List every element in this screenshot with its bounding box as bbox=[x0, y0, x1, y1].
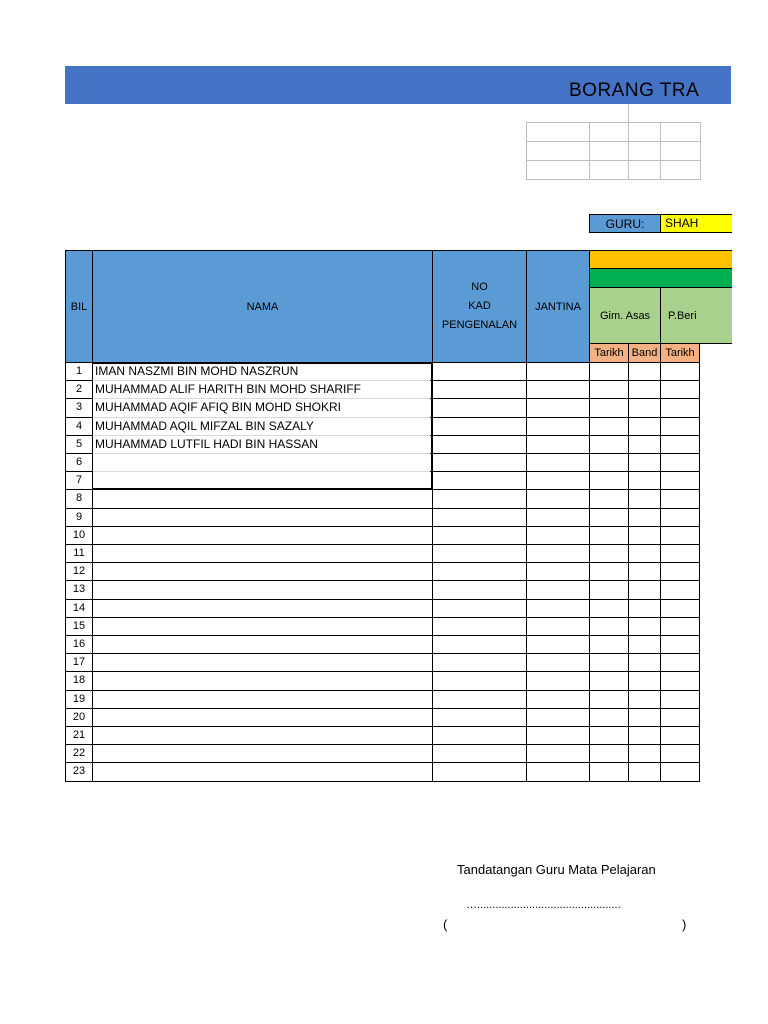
info-cell[interactable] bbox=[660, 141, 701, 161]
no-kad-cell[interactable] bbox=[432, 398, 527, 418]
tarikh2-cell[interactable] bbox=[660, 562, 700, 581]
band-cell[interactable] bbox=[628, 744, 661, 763]
row-number: 22 bbox=[72, 747, 86, 759]
nama-cell[interactable] bbox=[92, 508, 433, 527]
signature-dots: …............................................... bbox=[466, 899, 621, 911]
tarikh-cell[interactable] bbox=[589, 762, 629, 782]
nama-cell[interactable] bbox=[92, 726, 433, 745]
title-bar bbox=[65, 66, 731, 104]
band-cell[interactable] bbox=[628, 617, 661, 636]
nama-cell[interactable] bbox=[92, 544, 433, 563]
nama-cell[interactable] bbox=[92, 635, 433, 654]
info-grid bbox=[526, 122, 700, 179]
band-cell[interactable] bbox=[628, 417, 661, 436]
info-cell[interactable] bbox=[526, 160, 590, 180]
no-kad-cell[interactable] bbox=[432, 362, 527, 381]
band-cell[interactable] bbox=[628, 762, 661, 782]
jantina-cell[interactable] bbox=[526, 635, 590, 654]
name-row-separator bbox=[93, 398, 430, 399]
no-kad-cell[interactable] bbox=[432, 617, 527, 636]
nama-cell[interactable] bbox=[92, 617, 433, 636]
tarikh-cell[interactable] bbox=[589, 653, 629, 672]
no-kad-cell[interactable] bbox=[432, 544, 527, 563]
guru-value-text: SHAH bbox=[665, 216, 699, 230]
jantina-cell[interactable] bbox=[526, 362, 590, 381]
header-orange-strip bbox=[589, 250, 732, 269]
tarikh-cell[interactable] bbox=[589, 617, 629, 636]
band-cell[interactable] bbox=[628, 562, 661, 581]
page-title: BORANG TRA bbox=[569, 80, 700, 101]
signature-close-paren: ) bbox=[682, 917, 687, 932]
band-cell[interactable] bbox=[628, 362, 661, 381]
row-number: 21 bbox=[72, 729, 86, 741]
band-cell[interactable] bbox=[628, 635, 661, 654]
row-number: 11 bbox=[73, 547, 85, 559]
tarikh2-cell[interactable] bbox=[660, 489, 700, 509]
nama-cell[interactable] bbox=[92, 653, 433, 672]
jantina-cell[interactable] bbox=[526, 762, 590, 782]
row-number: 3 bbox=[75, 401, 83, 413]
row-number: 20 bbox=[72, 711, 86, 723]
nama-cell[interactable] bbox=[92, 471, 433, 490]
tarikh2-cell[interactable] bbox=[660, 762, 700, 782]
name-row-separator bbox=[93, 417, 430, 418]
tarikh-cell[interactable] bbox=[589, 508, 629, 527]
jantina-cell[interactable] bbox=[526, 435, 590, 454]
info-cell[interactable] bbox=[526, 122, 590, 142]
row-number: 8 bbox=[75, 492, 83, 504]
jantina-cell[interactable] bbox=[526, 580, 590, 600]
header-kad: KAD bbox=[468, 300, 491, 312]
tarikh2-cell[interactable] bbox=[660, 380, 700, 399]
header-gim-asas-text: Gim. Asas bbox=[599, 309, 651, 322]
band-cell[interactable] bbox=[628, 690, 661, 709]
student-name: IMAN NASZMI BIN MOHD NASZRUN bbox=[95, 364, 299, 378]
tarikh2-cell[interactable] bbox=[660, 435, 700, 454]
nama-cell[interactable] bbox=[92, 690, 433, 709]
header-gim-asas bbox=[589, 287, 661, 344]
no-kad-cell[interactable] bbox=[432, 708, 527, 727]
header-no-kad bbox=[432, 250, 527, 363]
no-kad-cell[interactable] bbox=[432, 653, 527, 672]
header-p-beri-text: P.Beri bbox=[668, 309, 697, 322]
tarikh2-cell[interactable] bbox=[660, 471, 700, 490]
no-kad-cell[interactable] bbox=[432, 562, 527, 581]
nama-cell[interactable] bbox=[92, 580, 433, 600]
no-kad-cell[interactable] bbox=[432, 744, 527, 763]
tarikh2-cell[interactable] bbox=[660, 635, 700, 654]
guru-label: GURU: bbox=[589, 214, 661, 233]
tarikh-cell[interactable] bbox=[589, 744, 629, 763]
row-number: 5 bbox=[75, 438, 83, 450]
tarikh2-cell[interactable] bbox=[660, 417, 700, 436]
tarikh-cell[interactable] bbox=[589, 471, 629, 490]
tarikh-cell[interactable] bbox=[589, 526, 629, 545]
name-row-separator bbox=[93, 380, 430, 381]
jantina-cell[interactable] bbox=[526, 744, 590, 763]
no-kad-cell[interactable] bbox=[432, 726, 527, 745]
no-kad-cell[interactable] bbox=[432, 671, 527, 691]
header-tarikh-1: Tarikh bbox=[589, 343, 629, 363]
row-number: 2 bbox=[75, 383, 83, 395]
info-cell[interactable] bbox=[660, 122, 701, 142]
header-p-beri bbox=[660, 287, 732, 344]
tarikh2-cell[interactable] bbox=[660, 744, 700, 763]
no-kad-cell[interactable] bbox=[432, 526, 527, 545]
tarikh-cell[interactable] bbox=[589, 726, 629, 745]
tarikh2-cell[interactable] bbox=[660, 726, 700, 745]
student-name: MUHAMMAD LUTFIL HADI BIN HASSAN bbox=[95, 437, 318, 451]
tarikh2-cell[interactable] bbox=[660, 690, 700, 709]
signature-open-paren: ( bbox=[443, 917, 448, 932]
jantina-cell[interactable] bbox=[526, 562, 590, 581]
row-number: 19 bbox=[72, 693, 86, 705]
info-cell[interactable] bbox=[589, 141, 629, 161]
no-kad-cell[interactable] bbox=[432, 599, 527, 618]
no-kad-cell[interactable] bbox=[432, 417, 527, 436]
tarikh2-cell[interactable] bbox=[660, 617, 700, 636]
tarikh2-cell[interactable] bbox=[660, 653, 700, 672]
band-cell[interactable] bbox=[628, 671, 661, 691]
tarikh-cell[interactable] bbox=[589, 544, 629, 563]
row-number: 7 bbox=[75, 474, 83, 486]
no-kad-cell[interactable] bbox=[432, 690, 527, 709]
tarikh2-cell[interactable] bbox=[660, 362, 700, 381]
tarikh-cell[interactable] bbox=[589, 453, 629, 472]
row-number: 9 bbox=[75, 511, 83, 523]
info-cell[interactable] bbox=[628, 122, 661, 142]
tarikh-cell[interactable] bbox=[589, 435, 629, 454]
info-cell[interactable] bbox=[628, 160, 661, 180]
jantina-cell[interactable] bbox=[526, 617, 590, 636]
tarikh-cell[interactable] bbox=[589, 380, 629, 399]
band-cell[interactable] bbox=[628, 726, 661, 745]
band-cell[interactable] bbox=[628, 599, 661, 618]
tarikh-cell[interactable] bbox=[589, 580, 629, 600]
jantina-cell[interactable] bbox=[526, 471, 590, 490]
no-kad-cell[interactable] bbox=[432, 635, 527, 654]
band-cell[interactable] bbox=[628, 380, 661, 399]
header-green-strip bbox=[589, 268, 732, 288]
info-cell[interactable] bbox=[589, 160, 629, 180]
tarikh-cell[interactable] bbox=[589, 417, 629, 436]
row-number: 6 bbox=[75, 456, 83, 468]
jantina-cell[interactable] bbox=[526, 653, 590, 672]
tarikh-cell[interactable] bbox=[589, 671, 629, 691]
tarikh2-cell[interactable] bbox=[660, 508, 700, 527]
band-cell[interactable] bbox=[628, 453, 661, 472]
no-kad-cell[interactable] bbox=[432, 380, 527, 399]
no-kad-cell[interactable] bbox=[432, 453, 527, 472]
row-number: 17 bbox=[72, 656, 86, 668]
jantina-cell[interactable] bbox=[526, 544, 590, 563]
band-cell[interactable] bbox=[628, 544, 661, 563]
tarikh-cell[interactable] bbox=[589, 362, 629, 381]
tarikh2-cell[interactable] bbox=[660, 398, 700, 418]
header-nama: NAMA bbox=[92, 250, 433, 363]
no-kad-cell[interactable] bbox=[432, 435, 527, 454]
student-name: MUHAMMAD AQIF AFIQ BIN MOHD SHOKRI bbox=[95, 400, 342, 414]
no-kad-cell[interactable] bbox=[432, 508, 527, 527]
band-cell[interactable] bbox=[628, 580, 661, 600]
header-band: Band bbox=[628, 343, 661, 363]
band-cell[interactable] bbox=[628, 526, 661, 545]
jantina-cell[interactable] bbox=[526, 508, 590, 527]
info-divider bbox=[628, 104, 629, 122]
nama-cell[interactable] bbox=[92, 671, 433, 691]
band-cell[interactable] bbox=[628, 708, 661, 727]
tarikh2-cell[interactable] bbox=[660, 453, 700, 472]
nama-cell[interactable] bbox=[92, 526, 433, 545]
row-number: 12 bbox=[72, 565, 86, 577]
jantina-cell[interactable] bbox=[526, 726, 590, 745]
nama-cell[interactable] bbox=[92, 744, 433, 763]
header-no: NO bbox=[471, 281, 488, 293]
tarikh-cell[interactable] bbox=[589, 398, 629, 418]
header-bil: BIL bbox=[65, 250, 93, 363]
nama-cell[interactable] bbox=[92, 708, 433, 727]
nama-cell[interactable] bbox=[92, 762, 433, 782]
band-cell[interactable] bbox=[628, 435, 661, 454]
jantina-cell[interactable] bbox=[526, 708, 590, 727]
student-name: MUHAMMAD AQIL MIFZAL BIN SAZALY bbox=[95, 419, 314, 433]
jantina-cell[interactable] bbox=[526, 690, 590, 709]
tarikh-cell[interactable] bbox=[589, 690, 629, 709]
row-number: 15 bbox=[72, 620, 86, 632]
name-row-separator bbox=[93, 435, 430, 436]
tarikh2-cell[interactable] bbox=[660, 599, 700, 618]
row-number: 13 bbox=[72, 583, 86, 595]
tarikh-cell[interactable] bbox=[589, 635, 629, 654]
no-kad-cell[interactable] bbox=[432, 489, 527, 509]
nama-cell[interactable] bbox=[92, 562, 433, 581]
jantina-cell[interactable] bbox=[526, 526, 590, 545]
band-cell[interactable] bbox=[628, 653, 661, 672]
row-number: 10 bbox=[72, 529, 86, 541]
jantina-cell[interactable] bbox=[526, 417, 590, 436]
row-number: 18 bbox=[72, 674, 86, 686]
tarikh-cell[interactable] bbox=[589, 489, 629, 509]
nama-cell[interactable] bbox=[92, 599, 433, 618]
row-number: 1 bbox=[75, 365, 83, 377]
tarikh2-cell[interactable] bbox=[660, 544, 700, 563]
student-name: MUHAMMAD ALIF HARITH BIN MOHD SHARIFF bbox=[95, 382, 362, 396]
band-cell[interactable] bbox=[628, 508, 661, 527]
guru-value[interactable] bbox=[660, 214, 732, 233]
tarikh2-cell[interactable] bbox=[660, 526, 700, 545]
info-cell[interactable] bbox=[628, 141, 661, 161]
jantina-cell[interactable] bbox=[526, 398, 590, 418]
info-cell[interactable] bbox=[526, 141, 590, 161]
name-row-separator bbox=[93, 453, 430, 454]
band-cell[interactable] bbox=[628, 489, 661, 509]
no-kad-cell[interactable] bbox=[432, 471, 527, 490]
jantina-cell[interactable] bbox=[526, 489, 590, 509]
nama-cell[interactable] bbox=[92, 489, 433, 509]
band-cell[interactable] bbox=[628, 471, 661, 490]
info-cell[interactable] bbox=[660, 160, 701, 180]
band-cell[interactable] bbox=[628, 398, 661, 418]
jantina-cell[interactable] bbox=[526, 671, 590, 691]
tarikh-cell[interactable] bbox=[589, 562, 629, 581]
jantina-cell[interactable] bbox=[526, 380, 590, 399]
info-cell[interactable] bbox=[589, 122, 629, 142]
jantina-cell[interactable] bbox=[526, 599, 590, 618]
tarikh2-cell[interactable] bbox=[660, 671, 700, 691]
guru-value-clip bbox=[660, 214, 732, 233]
row-number: 14 bbox=[72, 602, 86, 614]
no-kad-cell[interactable] bbox=[432, 580, 527, 600]
tarikh-cell[interactable] bbox=[589, 708, 629, 727]
header-jantina: JANTINA bbox=[526, 250, 590, 363]
header-right-clip bbox=[589, 250, 732, 363]
jantina-cell[interactable] bbox=[526, 453, 590, 472]
row-number: 4 bbox=[75, 420, 83, 432]
row-number: 16 bbox=[72, 638, 86, 650]
tarikh-cell[interactable] bbox=[589, 599, 629, 618]
signature-label: Tandatangan Guru Mata Pelajaran bbox=[457, 862, 656, 877]
nama-cell[interactable] bbox=[92, 453, 433, 472]
name-row-separator bbox=[93, 471, 430, 472]
no-kad-cell[interactable] bbox=[432, 762, 527, 782]
header-pengenalan: PENGENALAN bbox=[441, 319, 518, 331]
header-tarikh-2: Tarikh bbox=[660, 343, 700, 363]
tarikh2-cell[interactable] bbox=[660, 708, 700, 727]
tarikh2-cell[interactable] bbox=[660, 580, 700, 600]
row-number: 23 bbox=[72, 765, 86, 777]
